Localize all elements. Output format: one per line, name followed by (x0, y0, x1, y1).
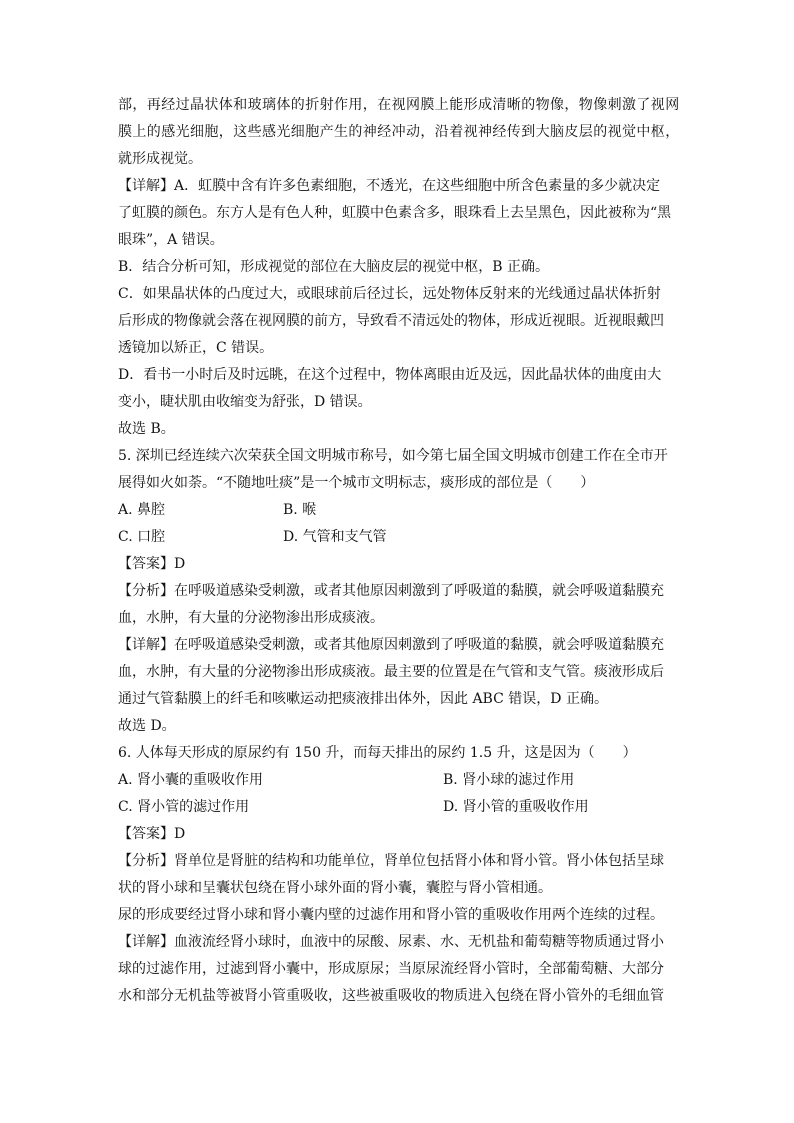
option-c: C. 肾小管的滤过作用 (118, 799, 250, 815)
text-line: 故选 B。 (118, 421, 175, 437)
text-line: 膜上的感光细胞，这些感光细胞产生的神经冲动，沿着视神经传到大脑皮层的视觉中枢， (118, 124, 680, 140)
answer-line: 【答案】D (118, 556, 186, 572)
question-5-stem: 展得如火如荼。“不随地吐痰”是一个城市文明标志，痰形成的部位是（ ） (118, 475, 595, 491)
answer-line: 【答案】D (118, 826, 186, 842)
text-line: 血，水肿，有大量的分泌物渗出形成痰液。最主要的位置是在气管和支气管。痰液形成后 (118, 664, 664, 680)
text-line: 就形成视觉。 (118, 151, 202, 167)
text-line: 状的肾小球和呈囊状包绕在肾小球外面的肾小囊，囊腔与肾小管相通。 (118, 880, 552, 896)
question-5-options-row (118, 497, 678, 524)
text-line: 后形成的物像就会落在视网膜的前方，导致看不清远处的物体，形成近视眼。近视眼戴凹 (118, 313, 664, 329)
text-line: 【详解】A．虹膜中含有许多色素细胞，不透光，在这些细胞中所含色素量的多少就决定 (118, 178, 661, 194)
text-line: 【详解】血液流经肾小球时，血液中的尿酸、尿素、水、无机盐和葡萄糖等物质通过肾小 (118, 934, 664, 950)
text-line: 水和部分无机盐等被肾小管重吸收，这些被重吸收的物质进入包绕在肾小管外的毛细血管 (118, 988, 664, 1004)
question-6-stem: 6. 人体每天形成的原尿约有 150 升，而每天排出的尿约 1.5 升，这是因为（ ） (118, 745, 637, 761)
option-d: D. 肾小管的重吸收作用 (443, 799, 589, 815)
text-line: 通过气管黏膜上的纤毛和咳嗽运动把痰液排出体外，因此 ABC 错误，D 正确。 (118, 691, 608, 707)
question-5-stem: 5. 深圳已经连续六次荣获全国文明城市称号，如今第七届全国文明城市创建工作在全市开 (118, 448, 668, 464)
text-line: B．结合分析可知，形成视觉的部位在大脑皮层的视觉中枢，B 正确。 (118, 259, 550, 275)
option-a: A. 鼻腔 (118, 502, 166, 518)
option-b: B. 肾小球的滤过作用 (443, 772, 575, 788)
text-line: 血，水肿，有大量的分泌物渗出形成痰液。 (118, 610, 384, 626)
text-line: 故选 D。 (118, 718, 176, 734)
text-line: 眼珠”，A 错误。 (118, 232, 224, 248)
option-c: C. 口腔 (118, 529, 166, 545)
question-6-options-row (118, 794, 678, 821)
text-line: D．看书一小时后及时远眺，在这个过程中，物体离眼由近及远，因此晶状体的曲度由大 (118, 367, 662, 383)
text-line: 【分析】在呼吸道感染受刺激，或者其他原因刺激到了呼吸道的黏膜，就会呼吸道黏膜充 (118, 583, 664, 599)
text-line: 【详解】在呼吸道感染受刺激，或者其他原因刺激到了呼吸道的黏膜，就会呼吸道黏膜充 (118, 637, 664, 653)
question-5-options-row (118, 524, 678, 551)
option-d: D. 气管和支气管 (283, 529, 387, 545)
text-line: 【分析】肾单位是肾脏的结构和功能单位，肾单位包括肾小体和肾小管。肾小体包括呈球 (118, 853, 664, 869)
option-b: B. 喉 (283, 502, 317, 518)
text-line: 变小，睫状肌由收缩变为舒张，D 错误。 (118, 394, 372, 410)
text-line: 部，再经过晶状体和玻璃体的折射作用，在视网膜上能形成清晰的物像，物像刺激了视网 (118, 97, 680, 113)
question-6-options-row (118, 767, 678, 794)
text-line: 尿的形成要经过肾小球和肾小囊内壁的过滤作用和肾小管的重吸收作用两个连续的过程。 (118, 907, 664, 923)
text-line: 了虹膜的颜色。东方人是有色人种，虹膜中色素含多，眼珠看上去呈黑色，因此被称为“黑 (118, 205, 672, 221)
text-line: 球的过滤作用，过滤到肾小囊中，形成原尿；当原尿流经肾小管时，全部葡萄糖、大部分 (118, 961, 664, 977)
document-body (118, 92, 678, 1010)
text-line: 透镜加以矫正，C 错误。 (118, 340, 274, 356)
option-a: A. 肾小囊的重吸收作用 (118, 772, 264, 788)
text-line: C．如果晶状体的凸度过大，或眼球前后径过长，远处物体反射来的光线通过晶状体折射 (118, 286, 661, 302)
